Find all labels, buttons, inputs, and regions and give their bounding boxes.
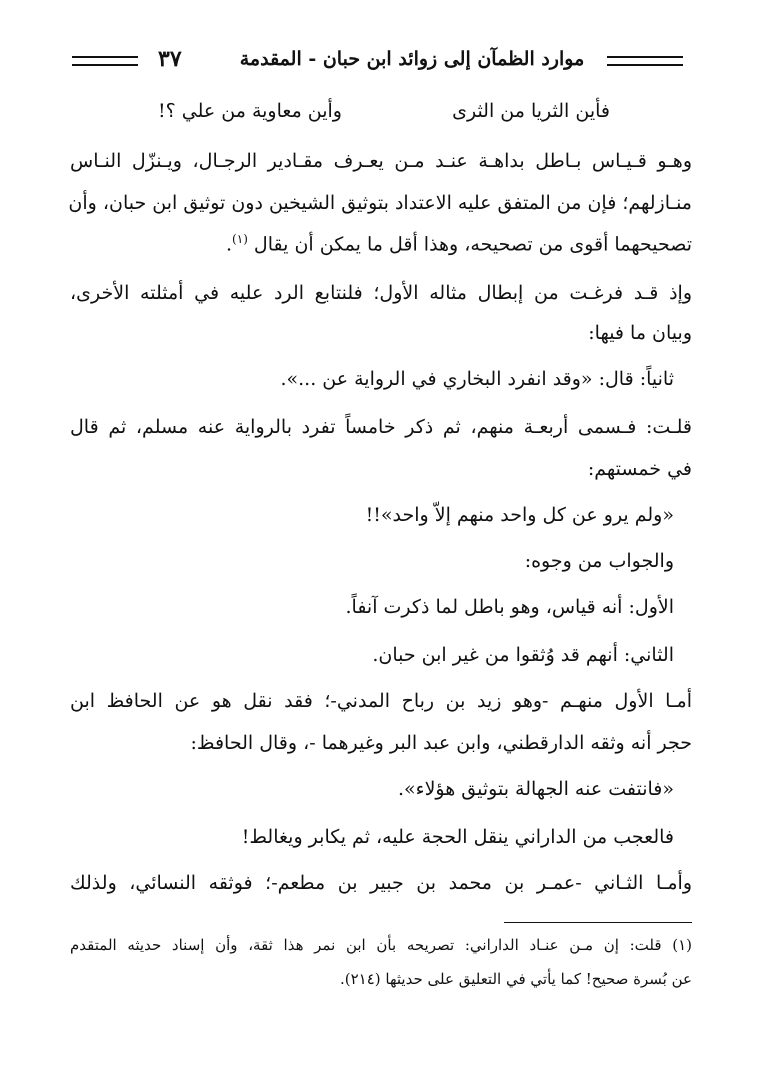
body-line: فالعجب من الداراني ينقل الحجة عليه، ثم يكابر ويغالط! xyxy=(241,826,674,848)
quoted-line: «فانتفت عنه الجهالة بتوثيق هؤلاء». xyxy=(397,778,674,800)
verse-first-hemistich: فأين الثريا من الثرى xyxy=(452,100,610,122)
footnote-marker: (١) xyxy=(232,232,248,246)
body-line: وأمـا الثـاني -عمـر بن محمد بن جبير بن مطعم-؛ فوثقه النسائي، ولذلك xyxy=(70,872,692,894)
body-line: ثانياً: قال: «وقد انفرد البخاري في الرواية عن ...». xyxy=(280,368,674,390)
body-line: وهـو قـيـاس بـاطل بداهـة عنـد مـن يعـرف مقـادير الرجـال، ويـنزّل النـاس xyxy=(70,150,692,172)
header-rule-right xyxy=(607,56,683,66)
header-rule-left xyxy=(72,56,138,66)
body-line: حجر أنه وثقه الدارقطني، وابن عبد البر وغيرهما -، وقال الحافظ: xyxy=(190,732,692,754)
footnote-separator xyxy=(504,922,692,923)
body-line: الأول: أنه قياس، وهو باطل لما ذكرت آنفاً. xyxy=(345,596,674,618)
page-number: ٣٧ xyxy=(158,46,182,72)
running-header xyxy=(72,46,692,74)
footnote-line: (١) قلت: إن مـن عنـاد الداراني: تصريحه بأن ابن نمر هذا ثقة، وأن إسناد حديثه المتقدم xyxy=(70,936,692,954)
body-line: وبيان ما فيها: xyxy=(588,322,692,344)
footnote-line: عن بُسرة صحيح! كما يأتي في التعليق على حديثها (٢١٤). xyxy=(339,970,692,988)
quoted-line: «ولم يرو عن كل واحد منهم إلاّ واحد»!! xyxy=(365,504,674,526)
running-title: موارد الظمآن إلى زوائد ابن حبان - المقدمة xyxy=(239,48,585,70)
body-line: أمـا الأول منهـم -وهو زيد بن رباح المدني-؛ فقد نقل هو عن الحافظ ابن xyxy=(70,690,692,712)
body-line: الثاني: أنهم قد وُثقوا من غير ابن حبان. xyxy=(372,644,674,666)
body-line: قلـت: فـسمى أربعـة منهم، ثم ذكر خامساً تفرد بالرواية عنه مسلم، ثم قال xyxy=(70,416,692,438)
body-line: وإذ قـد فرغـت من إبطال مثاله الأول؛ فلنتابع الرد عليه في أمثلته الأخرى، xyxy=(70,282,692,304)
body-line: في خمستهم: xyxy=(587,458,692,480)
body-line-with-note: تصحيحهما أقوى من تصحيحه، وهذا أقل ما يمكن أن يقال $^{(١)}$. xyxy=(226,232,692,256)
verse-second-hemistich: وأين معاوية من علي ؟! xyxy=(158,100,342,122)
body-line: تصحيحهما أقوى من تصحيحه، وهذا أقل ما يمكن أن يقال xyxy=(253,233,692,256)
body-line: منـازلهم؛ فإن من المتفق عليه الاعتداد بتوثيق الشيخين دون توثيق ابن حبان، وأن xyxy=(68,192,692,214)
body-line: والجواب من وجوه: xyxy=(524,550,674,572)
